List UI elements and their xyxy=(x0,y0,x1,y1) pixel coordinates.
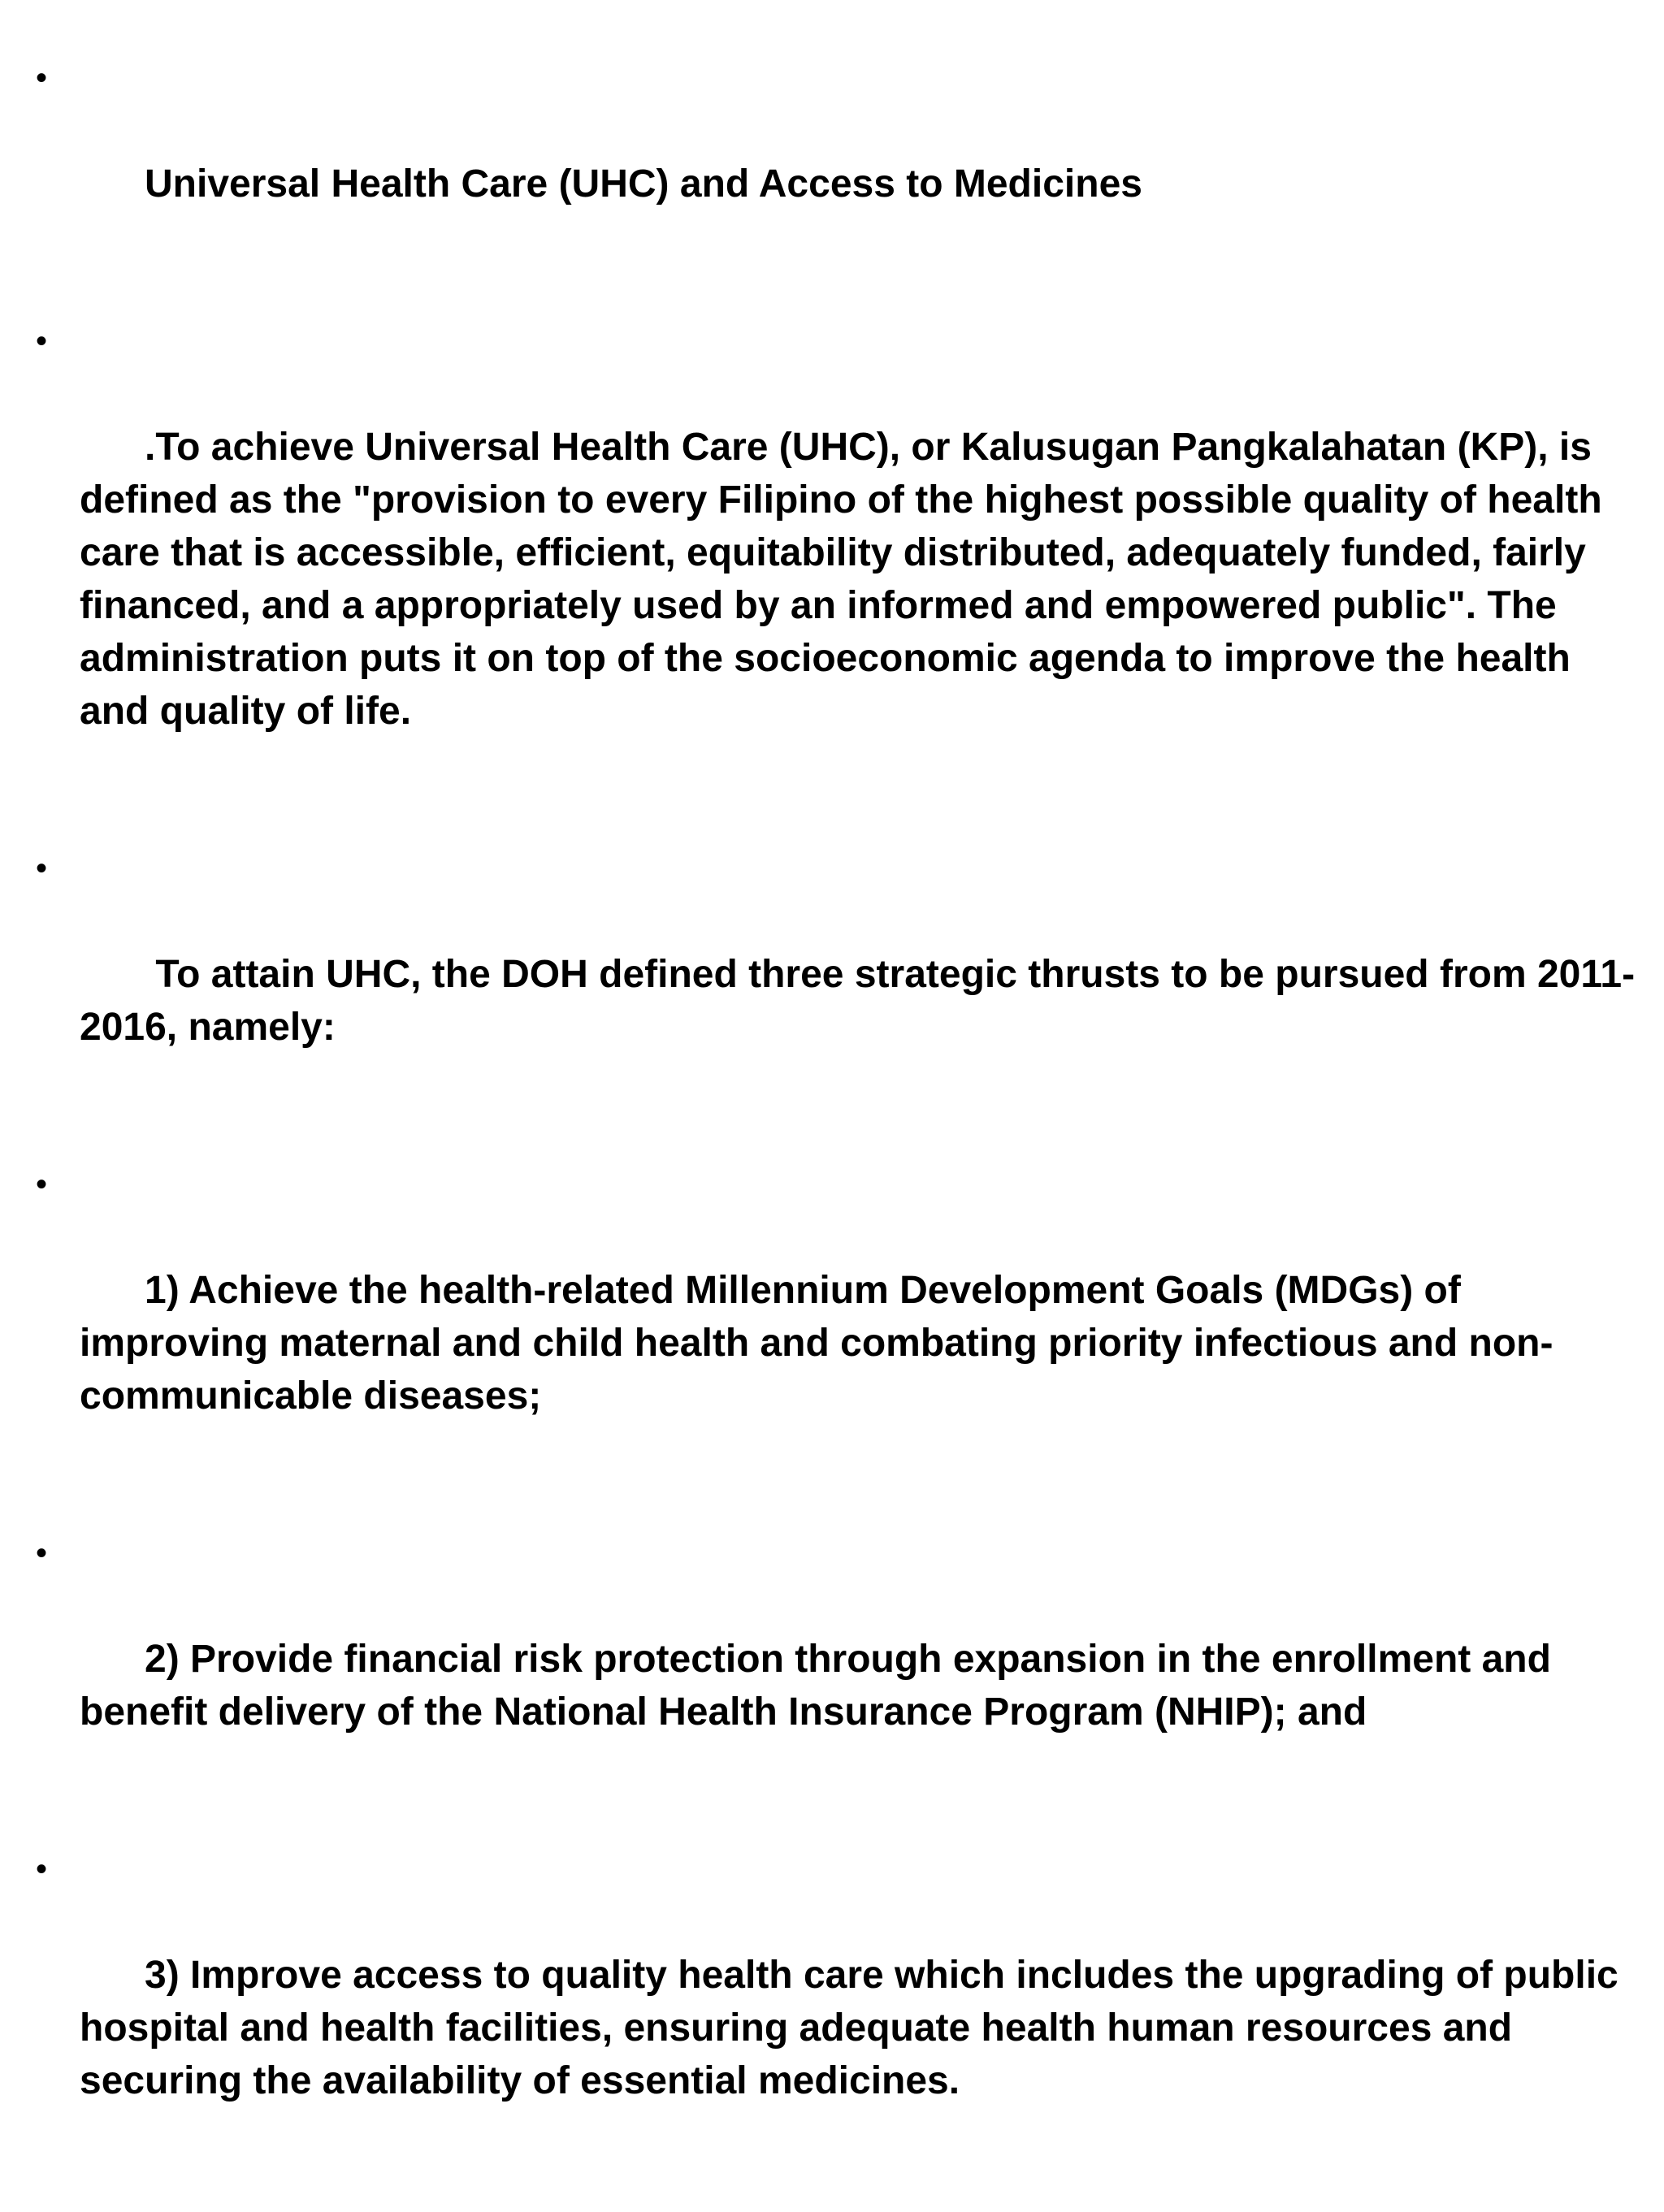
bullet-text: To attain UHC, the DOH defined three strategic thrusts to be pursued from 2011-2016, namely: xyxy=(80,953,1636,1049)
bullet-item-title xyxy=(29,52,1646,263)
bullet-dot-icon: • xyxy=(35,60,47,96)
bullet-item-thrusts-intro xyxy=(29,842,1646,1106)
bullet-dot-icon: • xyxy=(35,1535,47,1571)
bullet-item-thrust-1 xyxy=(29,1158,1646,1475)
bullet-text: 3) Improve access to quality health care which includes the upgrading of public hospital and health facilities, ensuring adequate health human resources and securing the availability of essential medicines. xyxy=(80,1954,1630,2102)
bullet-dot-icon: • xyxy=(35,1167,47,1202)
bullet-item-thrust-3 xyxy=(29,1843,1646,2160)
bullet-text: Universal Health Care (UHC) and Access to Medicines xyxy=(145,162,1142,206)
bullet-item-definition xyxy=(29,315,1646,790)
bullet-item-thrust-2 xyxy=(29,1527,1646,1791)
bullet-text: .To achieve Universal Health Care (UHC), or Kalusugan Pangkalahatan (KP), is defined as the "provision to every Filipino of the highest possible quality of health care that is accessible, efficient, equitability distributed, adequately funded, fairly financed, and a appropriately used by an informed and empowered public". The administration puts it on top of the socioeconomic agenda to improve the health and quality of life. xyxy=(80,426,1613,733)
bullet-text: 2) Provide financial risk protection through expansion in the enrollment and benefit delivery of the National Health Insurance Program (NHIP); and xyxy=(80,1638,1562,1734)
bullet-dot-icon: • xyxy=(35,323,47,359)
bullet-text: 1) Achieve the health-related Millennium Development Goals (MDGs) of improving maternal and child health and combating priority infectious and non-communicable diseases; xyxy=(80,1269,1554,1418)
bullet-dot-icon: • xyxy=(35,1851,47,1887)
bullet-dot-icon: • xyxy=(35,851,47,886)
bullet-list xyxy=(29,52,1646,2212)
